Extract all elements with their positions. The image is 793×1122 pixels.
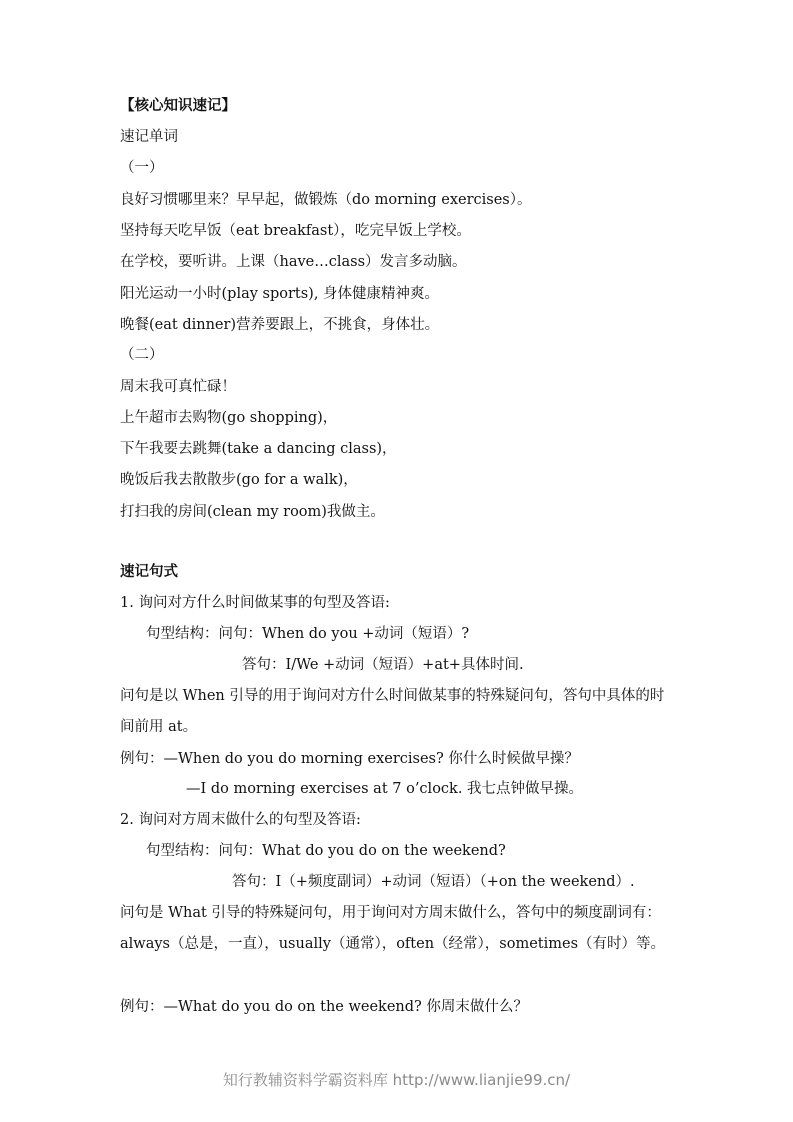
s2-structure: 句型结构：问句：What do you do on the weekend? xyxy=(146,843,506,859)
part1-line: 晚餐(eat dinner)营养要跟上，不挑食，身体壮。 xyxy=(120,317,440,333)
part2-line: 打扫我的房间(clean my room)我做主。 xyxy=(120,504,385,520)
vocab-heading: 速记单词 xyxy=(120,129,178,145)
s1-structure: 句型结构：问句：When do you +动词（短语）? xyxy=(146,626,470,642)
s2-title: 2. 询问对方周末做什么的句型及答语: xyxy=(120,812,361,828)
part1-line: 坚持每天吃早饭（eat breakfast），吃完早饭上学校。 xyxy=(120,223,471,239)
part2-line: 上午超市去购物(go shopping)， xyxy=(120,410,338,426)
s1-answer: 答句：I/We +动词（短语）+at+具体时间. xyxy=(242,657,524,673)
s1-title: 1. 询问对方什么时间做某事的句型及答语: xyxy=(120,595,390,611)
part1-line: 阳光运动一小时(play sports), 身体健康精神爽。 xyxy=(120,286,440,302)
part2-line: 下午我要去跳舞(take a dancing class)， xyxy=(120,441,397,457)
part1-label: （一） xyxy=(120,160,164,176)
part2-line: 晚饭后我去散散步(go for a walk)， xyxy=(120,472,358,488)
s2-example-question: 例句：—What do you do on the weekend? 你周末做什么？ xyxy=(120,999,528,1015)
section-title: 【核心知识速记】 xyxy=(120,97,236,114)
s1-explanation: 问句是以 When 引导的用于询问对方什么时间做某事的特殊疑问句，答句中具体的时间前用 at。 xyxy=(120,688,665,735)
s2-explanation: 问句是 What 引导的特殊疑问句，用于询问对方周末做什么，答句中的频度副词有：always（总是，一直），usually（通常），often（经常），sometimes（有时）等。 xyxy=(120,905,666,952)
part2-line: 周末我可真忙碌！ xyxy=(120,379,236,395)
s1-example-answer: —I do morning exercises at 7 o’clock. 我七点钟做早操。 xyxy=(186,781,584,797)
part1-line: 良好习惯哪里来？早早起，做锻炼（do morning exercises）。 xyxy=(120,192,532,208)
footer-watermark: 知行教辅资料学霸资料库 http://www.lianjie99.cn/ xyxy=(222,1071,571,1089)
s1-example-question: 例句：—When do you do morning exercises? 你什么时候做早操？ xyxy=(120,751,579,767)
part1-line: 在学校，要听讲。上课（have…class）发言多动脑。 xyxy=(120,254,467,270)
sentence-heading: 速记句式 xyxy=(120,563,178,580)
part2-label: （二） xyxy=(120,347,164,363)
s2-answer: 答句：I（+频度副词）+动词（短语）（+on the weekend）. xyxy=(232,874,635,890)
